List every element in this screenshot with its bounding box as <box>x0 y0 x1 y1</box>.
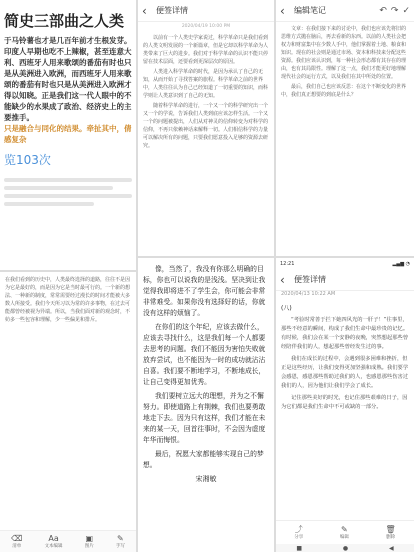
chapter-heading: (八) <box>281 305 292 312</box>
signal-icon: ▂▄▆ ◔ <box>392 260 410 267</box>
letter-paragraph: 在你们的这个年纪，应该去做什么，应该去寻找什么，这是我们每一个人都要去思考的问题。我们不能因为害怕失败就放弃尝试，也不能因为一时的成功就沾沾自喜。我们要不断地学习，不断地成长，让自己变得更加优秀。 <box>143 323 266 386</box>
letter-paragraph: 最后，祝愿大家都能够实现自己的梦想。 <box>143 450 264 469</box>
note-action-bar <box>276 520 414 544</box>
edit-button[interactable]: ✎ 编辑 <box>339 525 349 540</box>
trash-icon: 🗑 <box>385 525 396 534</box>
pen-icon: ✎ <box>117 534 124 543</box>
back-arrow-icon[interactable]: ‹ <box>142 3 147 18</box>
letter-body <box>138 258 274 491</box>
header-title: 编辑笔记 <box>294 6 326 15</box>
note-paragraph: “考验时常善于拦下她四风光的一肝子！”往事里，那些不经意的瞬间，构成了我们生命中最珍贵的记忆。有时候，我们会在某一个安静的夜晚，突然想起那些曾经陪伴我们的人，想起那些曾经发生过的事。 <box>281 317 409 350</box>
note-header <box>138 0 274 22</box>
confirm-icon[interactable]: ✓ <box>402 5 410 16</box>
handwriting-button[interactable]: ✎ 手写 <box>115 534 125 549</box>
undo-icon[interactable]: ↶ <box>379 5 387 16</box>
image-icon: ▣ <box>85 534 94 543</box>
note-body <box>138 31 274 155</box>
header-title: 便签详情 <box>294 275 326 284</box>
note-paragraph: 我们在成长的过程中，会遇到很多困难和挫折，但正是这些经历，让我们变得更加坚强和成熟。我们要学会感恩，感恩那些帮助过我们的人，也感恩那些伤害过我们的人，因为他们让我们学会了成长。 <box>281 356 409 389</box>
blurred-lines <box>0 178 136 206</box>
home-icon[interactable]: ● <box>342 544 349 552</box>
reading-app-panel <box>0 0 136 270</box>
note-timestamp: 2020/04/19 10:00 PM <box>181 24 231 29</box>
letter-paragraph: 像，当然了，我没有你那么明确的目标，你也可以说我的是浅浅。坚决到让我觉得我即将进不了学生会，你可能会非常非常难受。如果你没有选择好的话，你就没有这样的烦恼了。 <box>143 265 266 317</box>
note-header <box>276 269 414 291</box>
status-time: 12:21 <box>280 260 295 267</box>
checklist-icon: ⌫ <box>11 534 23 543</box>
note-view-panel <box>276 258 414 552</box>
edit-paragraph: 最后，我们自己也应该反思：在这个不断变化的世界中，我们真正想要的到底是什么？ <box>281 84 407 98</box>
note-paragraph: 记住那些美好的时光，也记住那些艰难的日子，因为它们都是我们生命中不可或缺的一部分。 <box>281 395 408 410</box>
recent-apps-icon[interactable]: ■ <box>296 544 303 552</box>
header-title: 便签详情 <box>156 6 188 15</box>
note-detail-panel <box>138 0 274 256</box>
note-body <box>276 314 414 417</box>
article-paragraph: 于马铃薯也才是几百年前才生根发芽。印度人早期也吃不上辣椒，甚至连意大利、西班牙人用来歌颂的番茄有时也只是从美洲进入欧洲，而西班牙人用来歌颂的番茄有时也只是从美洲进入欧洲才得以知晓。正是我们这一代人眼中的不能缺少的水果成了政治、经济史上的主要推手。 <box>4 36 132 122</box>
letter-author: 宋湘敏 <box>195 475 217 483</box>
back-arrow-icon[interactable]: ‹ <box>280 272 285 287</box>
redo-icon[interactable]: ↷ <box>390 5 399 16</box>
letter-paragraph: 我们要树立远大的理想，并为之不懈努力。即使道路上有荆棘，我们也要勇敢地走下去。因为只有这样，我们才能在未来的某一天，回首往事时，不会因为虚度年华而悔恨。 <box>143 392 266 444</box>
letter-panel <box>138 258 274 552</box>
text-format-button[interactable]: Aa 文本编辑 <box>44 534 63 549</box>
note-paragraph: 以前有一个人类史学家说过，科学革命只是我们看到的人类文明发展的一个新篇章，但是它却以科学革命为人类带来了巨大的进步。我们对于科学革命的认识不能只停留在技术层面，还要看到更深层次的原因。 <box>143 35 269 65</box>
edit-toolbar <box>0 530 136 552</box>
edit-note-panel <box>276 0 414 256</box>
edit-toolbar-panel <box>0 272 136 552</box>
image-button[interactable]: ▣ 图片 <box>84 534 94 549</box>
delete-button[interactable]: 🗑 删除 <box>385 525 396 540</box>
edit-icon: ✎ <box>341 525 348 534</box>
share-icon: ⤴ <box>294 525 303 534</box>
edit-body[interactable]: 在我们看到的历史中，人类最终选择的道路，往往不是因为它是最好的，而是因为它是当时最可行的。一个新的想法、一种新的制度，常常需要经过漫长的时间才能被大多数人所接受。我们今天所习以为常的许多事物，在过去可能都曾经被视为异端。所以，当我们面对新的观念时，不妨多一些包容和理解，少一些偏见和排斥。 <box>5 277 131 323</box>
back-arrow-icon[interactable]: ‹ <box>280 3 285 18</box>
share-button[interactable]: ⤴ 分享 <box>294 525 304 540</box>
edit-paragraph: 文章：在我们接下来的讨论中，我们也应该先将旧的思维方式抛在脑后，再去看新的东西。以前的人类社会把权力和财富集中在少数人手中，他们掌握着土地、粮食和知识。现在的社会则是通过市场、资本和科技来分配这些资源。我们应该认识到，每一种社会形态都有其存在的理由，也有其局限性。理解了这一点，我们才能更好地理解现代社会的运行方式，以及我们在其中所处的位置。 <box>281 26 407 80</box>
article-highlight <box>0 123 136 145</box>
note-paragraph: 随着科学革命的进行，一个又一个的科学研究出一个又一个的学说，告诉我们人类到底应该怎样生活。一个又一个的问题被提出，人们从对神灵的信仰转变为对科学的信仰，不再只依赖神话来解释一切。人们相信科学的力量可以解决所有的问题，只要我们愿意投入足够的资源去研究。 <box>143 103 269 149</box>
page-title: 简史三部曲之人类 <box>4 12 125 30</box>
view-count: 览103次 <box>4 153 51 167</box>
back-icon[interactable]: ◀ <box>388 544 394 552</box>
note-timestamp: 2020/04/13 10:22 AM <box>281 291 336 297</box>
system-nav-bar <box>276 544 414 552</box>
text-format-icon: Aa <box>48 534 59 543</box>
edit-header <box>276 0 414 22</box>
status-bar <box>276 258 414 269</box>
note-paragraph: 人类进入科学革命的时代，是因为承认了自己的无知，从而开始了寻找答案的旅程。科学革命之前的世界中，人类往往认为自己已经知道了一切重要的知识，而科学则让人类意识到了自己的无知。 <box>143 69 269 99</box>
edit-body[interactable] <box>276 22 414 104</box>
highlight-text: 只是融合与同化的结果。牵扯其中，倩感复杂 <box>4 124 132 144</box>
checklist-button[interactable]: ⌫ 清单 <box>11 534 23 549</box>
